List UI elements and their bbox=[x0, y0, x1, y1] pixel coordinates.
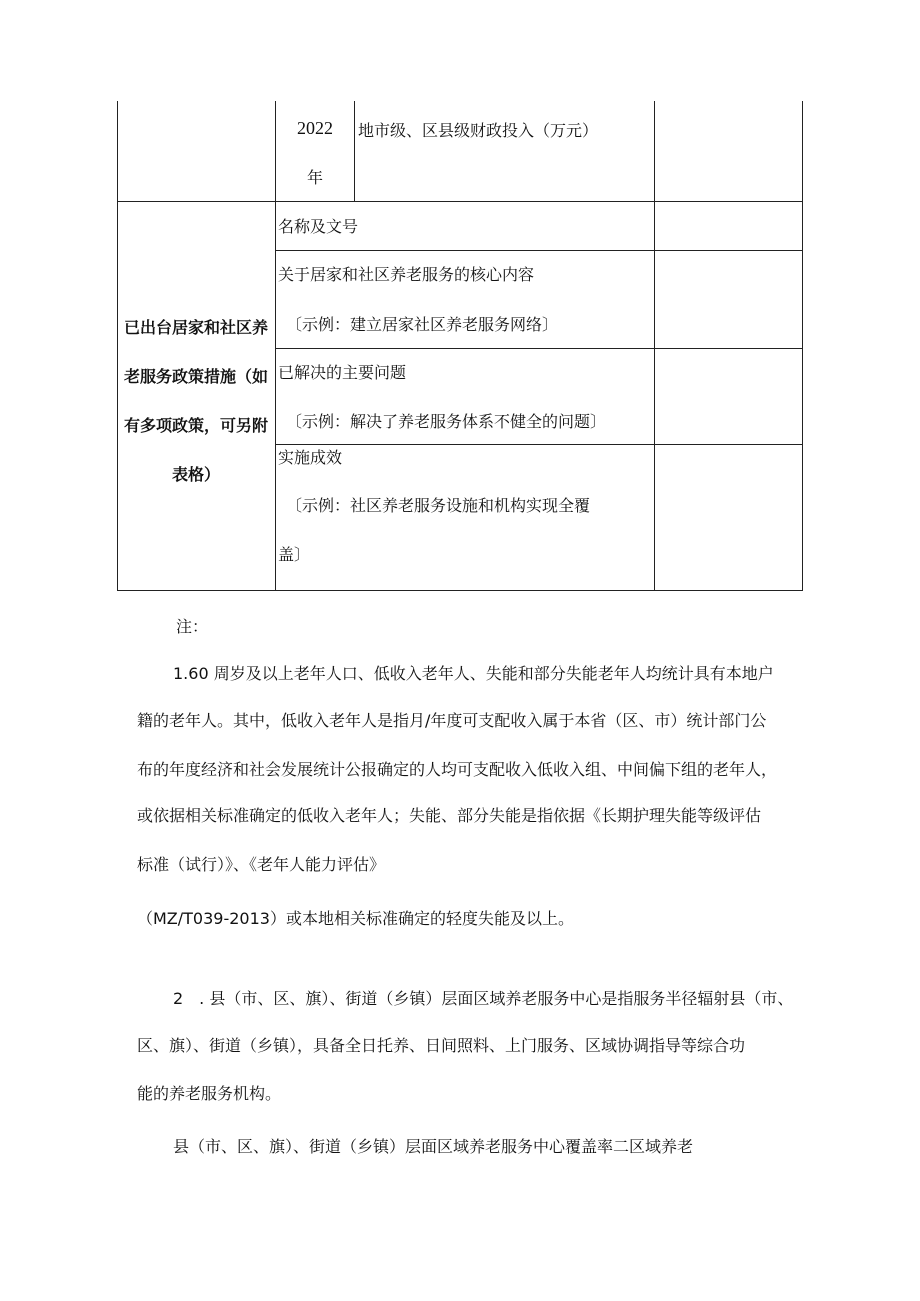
table-col-divider-3 bbox=[654, 101, 655, 591]
table-right-border bbox=[802, 101, 803, 591]
table-col-divider-2 bbox=[354, 101, 355, 201]
effect-example-continued: 盖〕 bbox=[278, 545, 311, 564]
core-content-example: 〔示例：建立居家社区养老服务网络〕 bbox=[286, 315, 559, 334]
note-3-line: 县（市、区、旗）、街道（乡镇）层面区域养老服务中心覆盖率二区域养老 bbox=[173, 1137, 694, 1156]
note-2-line-2: 区、旗）、街道（乡镇），具备全日托养、日间照料、上门服务、区域协调指导等综合功 bbox=[137, 1036, 746, 1055]
year-unit: 年 bbox=[306, 168, 323, 187]
solved-problems-example: 〔示例：解决了养老服务体系不健全的问题〕 bbox=[286, 412, 607, 431]
policy-label-line-1: 已出台居家和社区养 bbox=[123, 318, 268, 337]
table-row-line-4 bbox=[275, 444, 803, 445]
note-2-line-1: 2 . 县（市、区、旗）、街道（乡镇）层面区域养老服务中心是指服务半径辐射县（市、 bbox=[173, 989, 794, 1008]
fiscal-input-label: 地市级、区县级财政投入（万元） bbox=[358, 121, 599, 140]
policy-label-line-4: 表格） bbox=[171, 465, 220, 484]
table-row-line-1 bbox=[117, 201, 803, 202]
policy-label-line-2: 老服务政策措施（如 bbox=[123, 367, 268, 386]
year-number: 2022 bbox=[297, 118, 333, 138]
note-1-line-3: 布的年度经济和社会发展统计公报确定的人均可支配收入低收入组、中间偏下组的老年人， bbox=[137, 760, 778, 779]
notes-heading: 注： bbox=[176, 617, 209, 636]
table-row-line-3 bbox=[275, 348, 803, 349]
note-2-line-3: 能的养老服务机构。 bbox=[137, 1084, 282, 1103]
table-row-line-2 bbox=[275, 250, 803, 251]
effect-label: 实施成效 bbox=[278, 448, 343, 467]
note-1-line-4: 或依据相关标准确定的低收入老年人；失能、部分失能是指依据《长期护理失能等级评估 bbox=[137, 806, 762, 825]
core-content-label: 关于居家和社区养老服务的核心内容 bbox=[278, 265, 535, 284]
note-1-line-1: 1.60 周岁及以上老年人口、低收入老年人、失能和部分失能老年人均统计具有本地户 bbox=[173, 664, 774, 683]
policy-name-label: 名称及文号 bbox=[278, 217, 359, 236]
effect-example: 〔示例：社区养老服务设施和机构实现全覆 bbox=[286, 496, 591, 515]
policy-measures-label bbox=[118, 318, 274, 485]
note-1-line-5: 标准（试行）》、《老年人能力评估》 bbox=[137, 855, 386, 874]
note-1-line-6: （MZ/T039-2013）或本地相关标准确定的轻度失能及以上。 bbox=[137, 909, 574, 928]
note-1-line-2: 籍的老年人。其中，低收入老年人是指月/年度可支配收入属于本省（区、市）统计部门公 bbox=[137, 711, 767, 730]
table-bottom-border bbox=[117, 590, 803, 591]
solved-problems-label: 已解决的主要问题 bbox=[278, 363, 407, 382]
policy-label-line-3: 有多项政策，可另附 bbox=[123, 416, 268, 435]
